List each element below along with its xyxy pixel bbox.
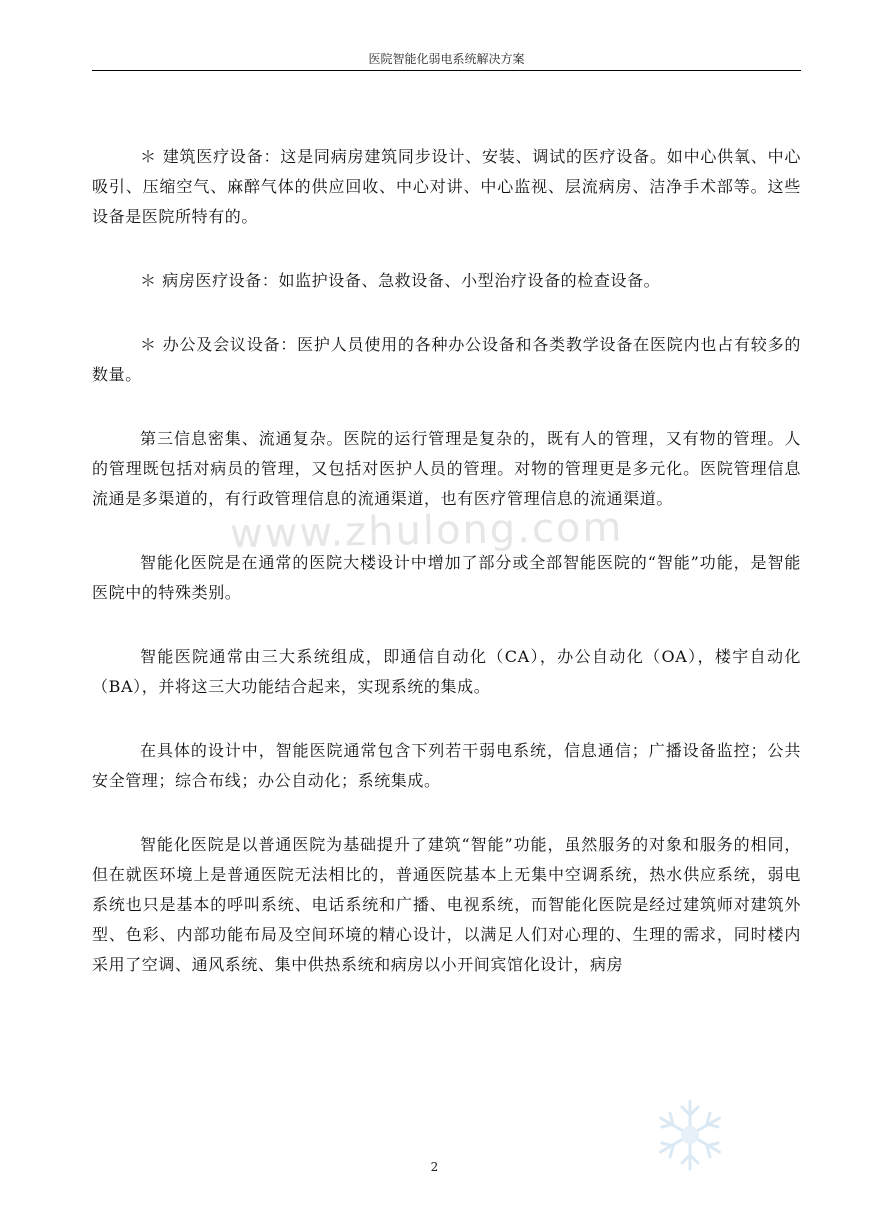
paragraph-weak-current-systems: 在具体的设计中，智能医院通常包含下列若干弱电系统，信息通信；广播设备监控；公共安全管理；综合布线；办公自动化；系统集成。 [92,741,801,790]
paragraph-information-flow: 第三信息密集、流通复杂。医院的运行管理是复杂的，既有人的管理，又有物的管理。人的管理既包括对病员的管理，又包括对医护人员的管理。对物的管理更是多元化。医院管理信息流通是多渠道的，有行政管理信息的流通渠道，也有医疗管理信息的流通渠道。 [92,429,801,508]
paragraph-office-equipment: ＊ 办公及会议设备：医护人员使用的各种办公设备和各类教学设备在医院内也占有较多的数量。 [92,335,801,384]
paragraph-ward-equipment: ＊ 病房医疗设备：如监护设备、急救设备、小型治疗设备的检查设备。 [140,271,661,290]
document-body [92,142,801,1014]
page-header-title: 医院智能化弱电系统解决方案 [368,52,525,66]
page-number: 2 [430,1160,439,1174]
paragraph-intelligent-hospital-definition: 智能化医院是在通常的医院大楼设计中增加了部分或全部智能医院的“智能”功能，是智能医院中的特殊类别。 [92,553,801,602]
watermark-text: www.zhulong.com [229,504,624,558]
paragraph-three-systems: 智能医院通常由三大系统组成，即通信自动化（CA），办公自动化（OA），楼宇自动化（BA），并将这三大功能结合起来，实现系统的集成。 [92,647,801,696]
header-divider [92,70,801,71]
paragraph-comparison: 智能化医院是以普通医院为基础提升了建筑“智能”功能，虽然服务的对象和服务的相同，但在就医环境上是普通医院无法相比的，普通医院基本上无集中空调系统，热水供应系统，弱电系统也只是基本的呼叫系统、电话系统和广播、电视系统，而智能化医院是经过建筑师对建筑外型、色彩、内部功能布局及空间环境的精心设计，以满足人们对心理的、生理的需求，同时楼内采用了空调、通风系统、集中供热系统和病房以小开间宾馆化设计，病房 [92,835,801,974]
paragraph-building-equipment: ＊ 建筑医疗设备：这是同病房建筑同步设计、安装、调试的医疗设备。如中心供氧、中心吸引、压缩空气、麻醉气体的供应回收、中心对讲、中心监视、层流病房、洁净手术部等。这些设备是医院所特有的。 [92,147,801,226]
